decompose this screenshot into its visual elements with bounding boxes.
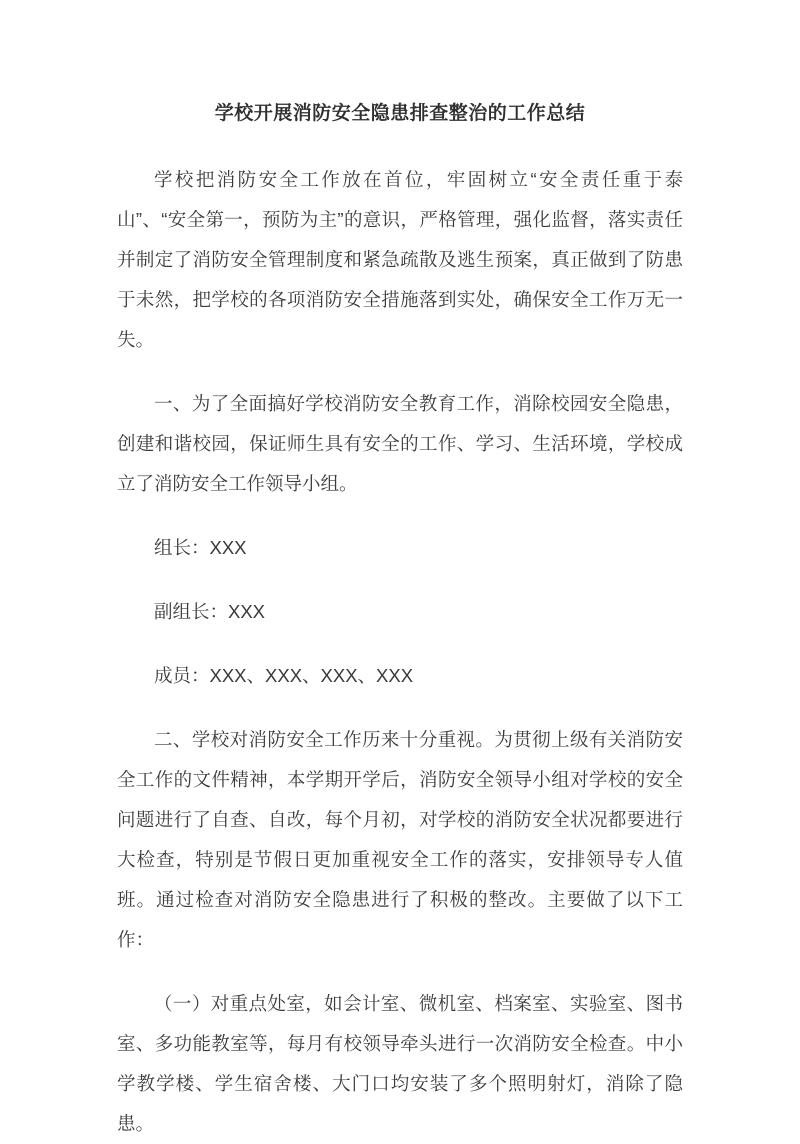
paragraph-group-leader: 组长：XXX: [154, 537, 247, 558]
paragraph-section-two: 二、学校对消防安全工作历来十分重视。为贯彻上级有关消防安全工作的文件精神，本学期开学后，消防安全领导小组对学校的安全问题进行了自查、自改，每个月初，对学校的消防安全状况都要进行大检查，特别是节假日更加重视安全工作的落实，安排领导专人值班。通过检查对消防安全隐患进行了积极的整改。主要做了以下工作：: [117, 729, 683, 950]
paragraph-section-one: 一、为了全面搞好学校消防安全教育工作，消除校园安全隐患，创建和谐校园，保证师生具有安全的工作、学习、生活环境，学校成立了消防安全工作领导小组。: [117, 393, 683, 494]
document-title: 学校开展消防安全隐患排查整治的工作总结: [214, 103, 586, 124]
paragraph-members: 成员：XXX、XXX、XXX、XXX: [154, 665, 414, 686]
paragraph-item-one: （一）对重点处室，如会计室、微机室、档案室、实验室、图书室、多功能教室等，每月有校领导牵头进行一次消防安全检查。中小学教学楼、学生宿舍楼、大门口均安装了多个照明射灯，消除了隐患。: [117, 993, 683, 1134]
paragraph-intro: 学校把消防安全工作放在首位，牢固树立“安全责任重于泰山”、“安全第一，预防为主”的意识，严格管理，强化监督，落实责任并制定了消防安全管理制度和紧急疏散及逃生预案，真正做到了防患于未然，把学校的各项消防安全措施落到实处，确保安全工作万无一失。: [117, 169, 683, 350]
paragraph-deputy-leader: 副组长：XXX: [154, 601, 266, 622]
